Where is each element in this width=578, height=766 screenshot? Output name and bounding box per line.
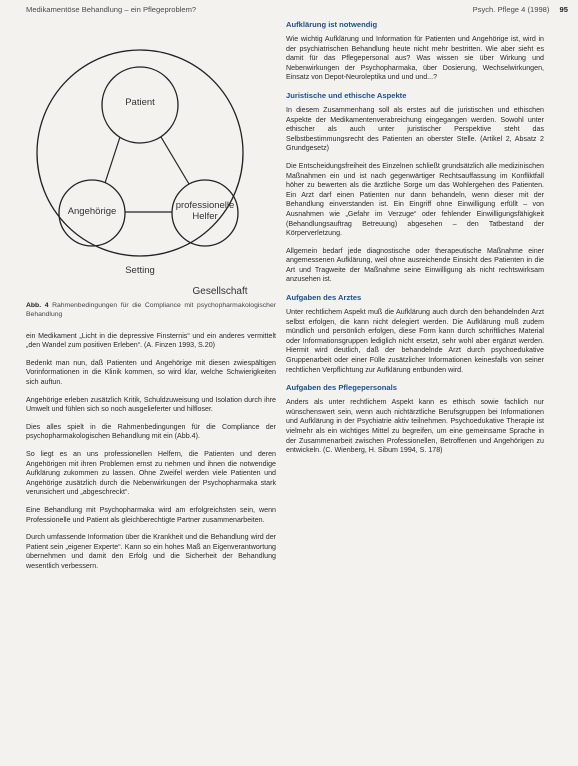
figure-caption-label: Abb. 4 [26,302,49,309]
journal-reference [473,5,568,14]
compliance-diagram-graphic [26,20,276,290]
paragraph: So liegt es an uns professionellen Helfern, die Patienten und deren Angehörigen mit ihren Problemen ernst zu nehmen und ihnen die notwendige Aufklärung zukommen zu lassen. Ohne Zweifel werden viele Patienten und Angehörige zusätzlich durch die Nebenwirkungen der Psychopharmaka stark verunsichert und „abgeschreckt“. [26,449,276,497]
paragraph: Anders als unter rechtlichem Aspekt kann es ethisch sowie fachlich nur wünschenswert sein, wenn auch nichtärztliche Berufsgruppen bei Informationen und Aufklärung in der Psychiatrie aktiv teilnehmen. Psychoedukative Therapie ist vielmehr als ein wichtiges Mittel zu begreifen, um eine gemeinsame Sprache in der Zusammenarbeit zwischen Professionellen, Betroffenen und Angehörigen zu entwickeln. (C. Wienberg, H. Sibum 1994, S. 178) [286,398,544,455]
figure-caption-text: Rahmenbedingungen für die Compliance mit psychopharmakologischer Behandlung [26,302,276,318]
society-circle [37,50,243,256]
helpers-label [169,200,241,222]
paragraph: Die Entscheidungsfreiheit des Einzelnen schließt grundsätzlich alle medizinischen Maßnahmen ein und ist nach gegenwärtiger Rechtsauffassung im Konfliktfall höher zu bewerten als die ärztliche Sorge um das Wohlergehen des Patienten. Ein Arzt darf einen Patienten nur dann behandeln, wenn dieser mit der Behandlung einverstanden ist. Ein Eingriff ohne Einwilligung erfüllt – von Ausnahmen wie „Gefahr im Verzuge“ oder fehlender Einwilligungsfähigkeit (Behandlungsauftrag Betreuung) abgesehen – den Tatbestand der Körperverletzung. [286,161,544,238]
paragraph: Allgemein bedarf jede diagnostische oder therapeutische Maßnahme einer angemessenen Aufklärung, weil ohne ausreichende Einsicht des Patienten in die Art und Tragweite der Maßnahme seine Einwilligung als nicht rechtswirksam anzusehen ist. [286,246,544,284]
paragraph: In diesem Zusammenhang soll als erstes auf die juristischen und ethischen Aspekte der Medikamentenverabreichung eingegangen werden. Sowohl unter ethischer als auch unter juristischer Perspektive steht das Selbstbestimmungsrecht des Patienten an oberster Stelle. (Artikel 2, Absatz 2 Grundgesetz) [286,105,544,153]
section-heading-aufgaben-arzt: Aufgaben des Arztes [286,293,362,303]
helpers-label-line1: professionelle [175,200,235,211]
paragraph: Durch umfassende Information über die Krankheit und die Behandlung wird der Patient sein „eigener Experte“. Kann so ein hohes Maß an Eigenverantwortung übernehmen und damit den Erfolg und die Sicherheit der Behandlung wesentlich verbessern. [26,533,276,570]
paragraph: Wie wichtig Aufklärung und Information für Patienten und Angehörige ist, wird in der psychiatrischen Behandlung heute nicht mehr bestritten. Wie aber sieht es damit für das Pflegepersonal aus? Was wissen sie über Wirkung und Nebenwirkungen der Psychopharmaka, über Dosierung, Wechselwirkungen, Einsatz von Depot-Neuroleptika und und und...? [286,35,544,82]
compliance-diagram [26,20,276,298]
journal-name: Psych. Pflege 4 (1998) [472,5,550,14]
right-column [286,20,544,464]
paragraph: Unter rechtlichem Aspekt muß die Aufklärung auch durch den behandelnden Arzt selbst erfolgen, die kann nicht delegiert werden. Die Aufklärung muß zudem mündlich und persönlich erfolgen, diese Form kann durch schriftliches Material oder Informationsgruppen lediglich nicht ersetzt, sehr wohl aber ergänzt werden. Hiermit wird deutlich, daß der behandelnde Arzt durch psychoedukative Gruppenarbeit oder einer Fülle zusätzlicher Informationen keinesfalls von seiner rechtlichen Verpflichtung zur Aufklärung entbunden wird. [286,308,544,374]
society-label: Gesellschaft [192,286,248,297]
left-column [26,20,276,579]
paragraph: ein Medikament „Licht in die depressive Finsternis“ und ein anderes vermittelt „den Wandel zum positiven Erleben“. (A. Finzen 1993, S.20) [26,331,276,350]
paragraph: Bedenkt man nun, daß Patienten und Angehörige mit diesen zwiespältigen Vorinformationen in die Klinik kommen, so wird klar, welche Schwierigkeiten sich auftun. [26,358,276,386]
paragraph: Angehörige erleben zusätzlich Kritik, Schuldzuweisung und Isolation durch ihre Umwelt und fühlen sich so noch ausgelieferter und hilfloser. [26,395,276,414]
patient-helpers-link [161,137,189,184]
page-number: 95 [559,5,568,14]
running-title: Medikamentöse Behandlung – ein Pflegeproblem? [26,5,197,14]
figure-caption [26,302,276,320]
relatives-label: Angehörige [67,206,117,217]
section-heading-aufklaerung: Aufklärung ist notwendig [286,20,378,29]
paragraph: Eine Behandlung mit Psychopharmaka wird am erfolgreichsten sein, wenn Professionelle und Patient als gleichberechtigte Partner zusammenarbeiten. [26,505,276,524]
patient-relatives-link [105,137,120,183]
running-header [0,0,578,18]
patient-label: Patient [125,97,155,108]
setting-label: Setting [125,265,155,276]
section-heading-aufgaben-pflege: Aufgaben des Pflegepersonals [286,383,397,393]
paragraph: Dies alles spielt in die Rahmenbedingungen für die Compliance der psychopharmakologischen Behandlung mit ein (Abb.4). [26,422,276,441]
helpers-label-line2: Helfer [192,211,218,222]
section-heading-juristische-aspekte: Juristische und ethische Aspekte [286,90,407,100]
